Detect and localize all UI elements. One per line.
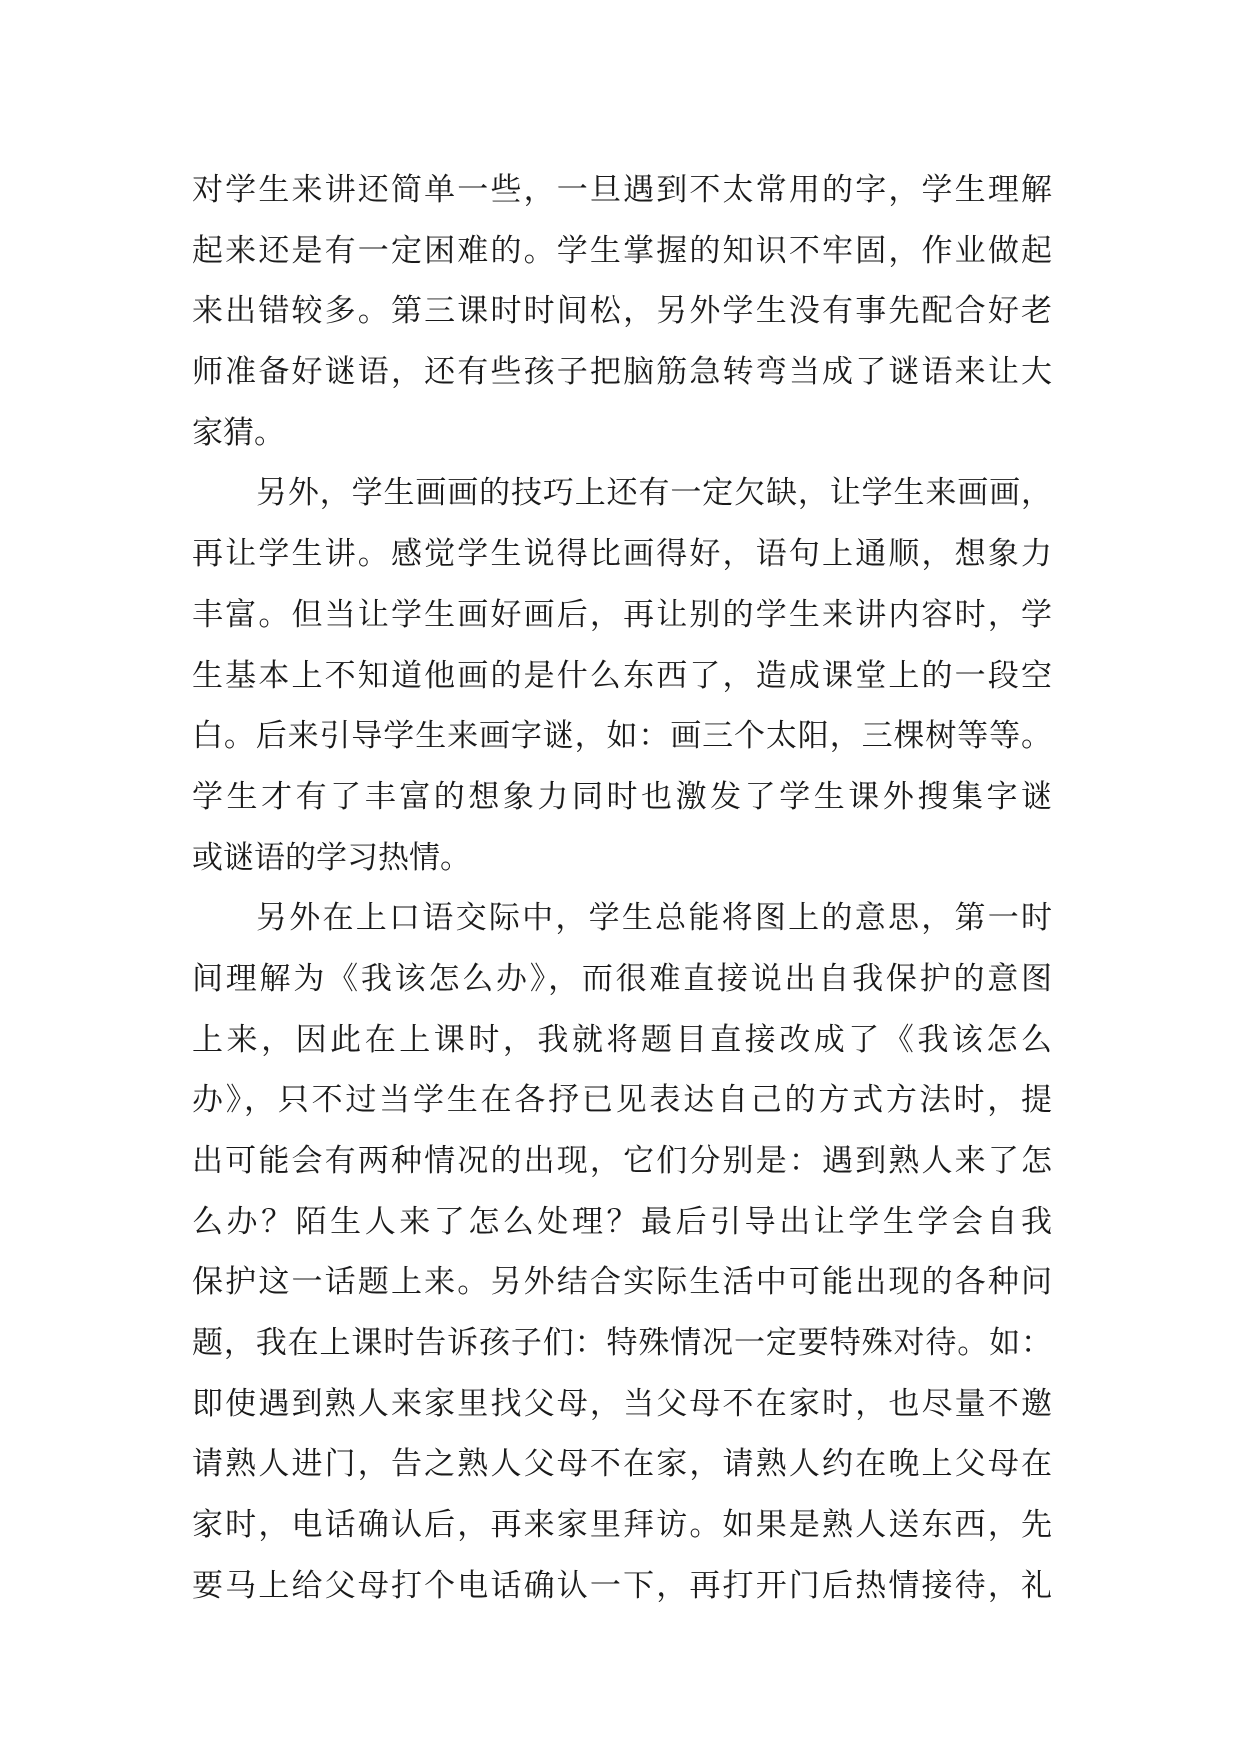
- text-line: 学生才有了丰富的想象力同时也激发了学生课外搜集字谜: [192, 778, 1052, 815]
- text-line: 要马上给父母打个电话确认一下，再打开门后热情接待，礼: [192, 1567, 1052, 1604]
- text-line: 请熟人进门，告之熟人父母不在家，请熟人约在晚上父母在: [192, 1446, 1052, 1483]
- text-line: 题，我在上课时告诉孩子们：特殊情况一定要特殊对待。如：: [192, 1325, 1052, 1362]
- paragraph: [192, 160, 1052, 463]
- paragraph: [192, 888, 1052, 1616]
- text-line: 家时，电话确认后，再来家里拜访。如果是熟人送东西，先: [192, 1507, 1052, 1544]
- text-line: 另外在上口语交际中，学生总能将图上的意思，第一时: [256, 900, 1052, 937]
- text-line: 丰富。但当让学生画好画后，再让别的学生来讲内容时，学: [192, 596, 1052, 633]
- text-line: 生基本上不知道他画的是什么东西了，造成课堂上的一段空: [192, 657, 1052, 694]
- text-line: 即使遇到熟人来家里找父母，当父母不在家时，也尽量不邀: [192, 1385, 1052, 1422]
- text-line: 保护这一话题上来。另外结合实际生活中可能出现的各种问: [192, 1264, 1052, 1301]
- text-line: 出可能会有两种情况的出现，它们分别是：遇到熟人来了怎: [192, 1143, 1052, 1179]
- text-line: 或谜语的学习热情。: [192, 839, 471, 876]
- text-line: 白。后来引导学生来画字谜，如：画三个太阳，三棵树等等。: [192, 718, 1052, 755]
- text-line: 对学生来讲还简单一些，一旦遇到不太常用的字，学生理解: [192, 172, 1052, 208]
- text-line: 另外，学生画画的技巧上还有一定欠缺，让学生来画画，: [256, 475, 1052, 512]
- text-line: 上来，因此在上课时，我就将题目直接改成了《我该怎么: [192, 1021, 1052, 1058]
- text-line: 起来还是有一定困难的。学生掌握的知识不牢固，作业做起: [192, 232, 1052, 269]
- text-line: 师准备好谜语，还有些孩子把脑筋急转弯当成了谜语来让大: [192, 354, 1052, 391]
- text-line: 再让学生讲。感觉学生说得比画得好，语句上通顺，想象力: [192, 536, 1052, 573]
- text-line: 家猜。: [192, 414, 285, 451]
- paragraph: [192, 463, 1052, 888]
- text-line: 来出错较多。第三课时时间松，另外学生没有事先配合好老: [192, 293, 1052, 330]
- text-line: 间理解为《我该怎么办》，而很难直接说出自我保护的意图: [192, 960, 1052, 997]
- text-line: 办》，只不过当学生在各抒已见表达自己的方式方法时，提: [192, 1082, 1052, 1119]
- text-line: 么办？陌生人来了怎么处理？最后引导出让学生学会自我: [192, 1203, 1052, 1240]
- document-body: [192, 160, 1052, 1617]
